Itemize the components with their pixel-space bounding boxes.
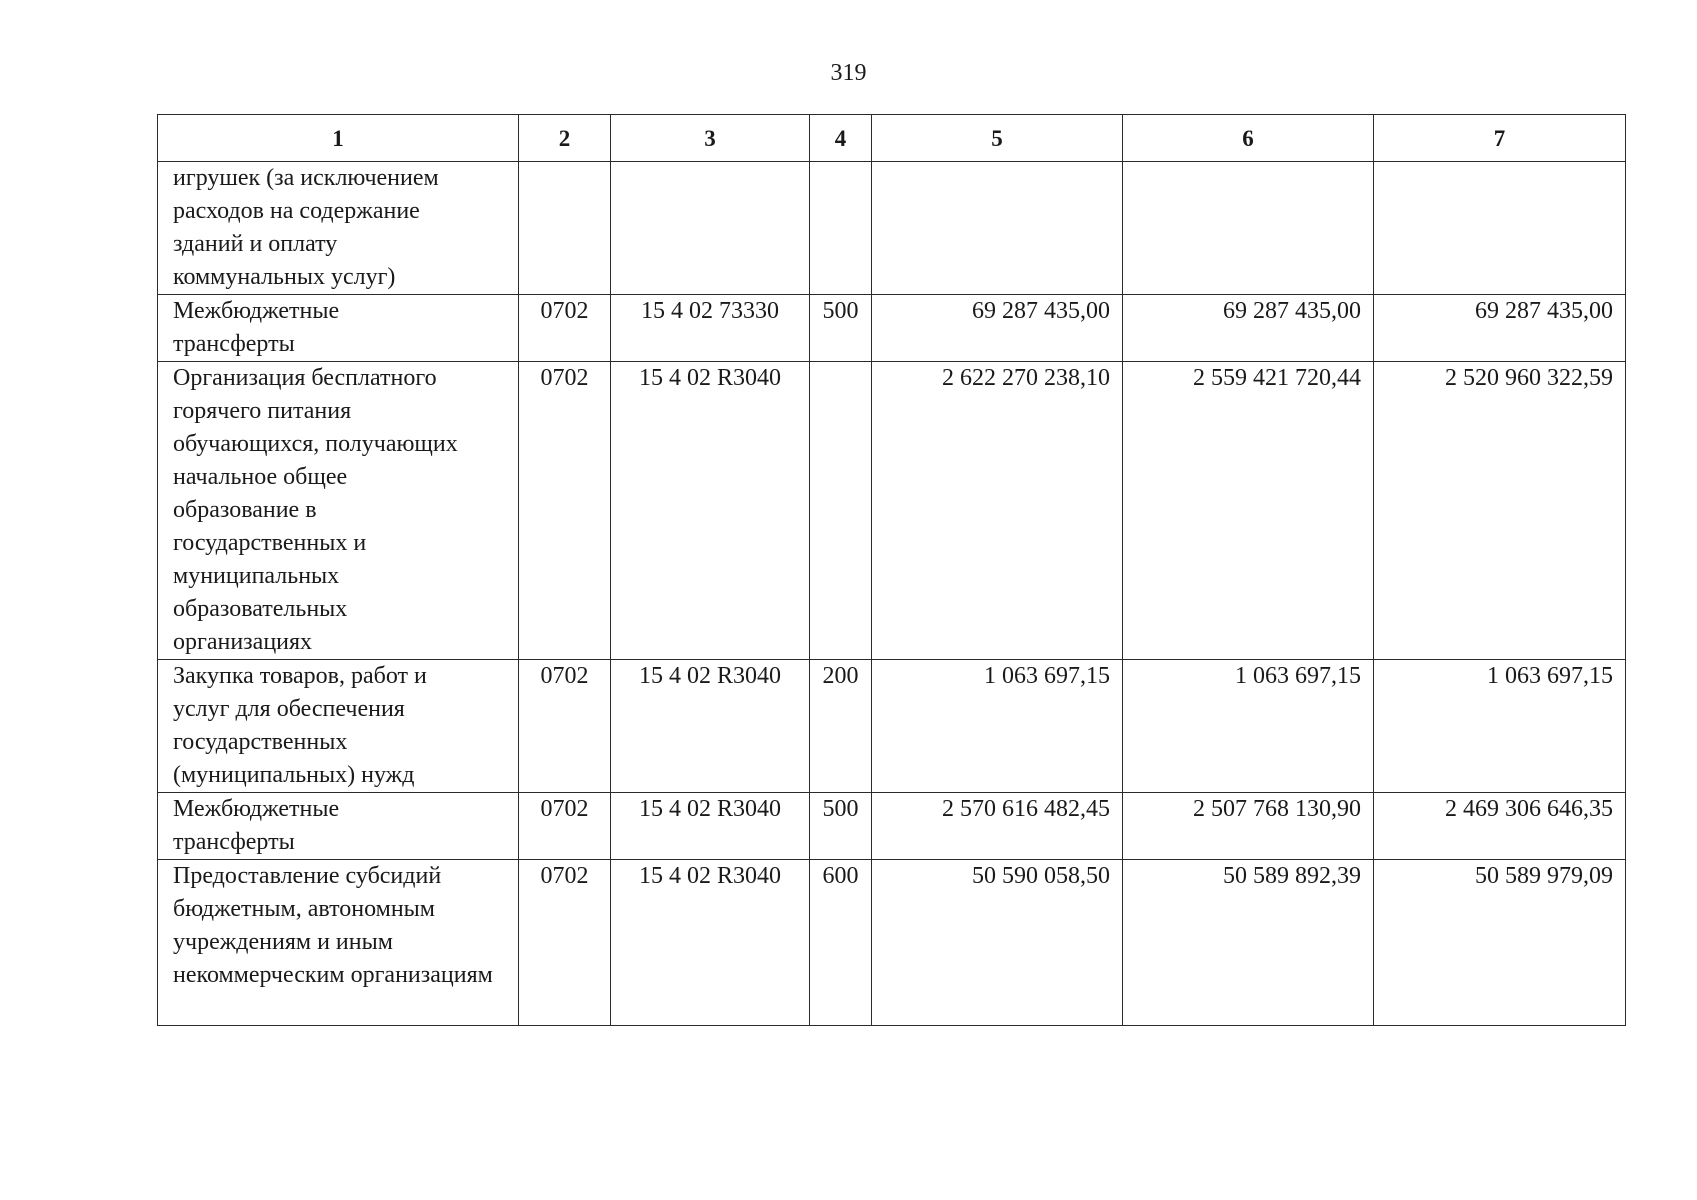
amount-col6-cell: 50 589 892,39 xyxy=(1123,860,1374,1026)
row-name-cell xyxy=(158,793,519,860)
amount-col7-cell: 69 287 435,00 xyxy=(1374,295,1626,362)
target-code-cell xyxy=(611,162,810,295)
section-code-cell: 0702 xyxy=(519,860,611,1026)
header-row xyxy=(158,115,1626,162)
section-code-cell: 0702 xyxy=(519,793,611,860)
target-code-cell: 15 4 02 R3040 xyxy=(611,362,810,660)
column-header-7: 7 xyxy=(1374,115,1626,162)
row-name-cell xyxy=(158,860,519,1026)
page-number: 319 xyxy=(830,60,867,86)
row-name-text: Межбюджетные трансферты xyxy=(173,298,340,357)
table-row xyxy=(158,860,1626,1026)
table-row xyxy=(158,295,1626,362)
amount-col7-cell: 2 469 306 646,35 xyxy=(1374,793,1626,860)
amount-col5-cell: 2 570 616 482,45 xyxy=(872,793,1123,860)
section-code-cell: 0702 xyxy=(519,295,611,362)
row-name-text: игрушек (за исключением расходов на содержание зданий и оплату коммунальных услуг) xyxy=(173,165,439,290)
amount-col5-cell: 2 622 270 238,10 xyxy=(872,362,1123,660)
row-name-text: Закупка товаров, работ и услуг для обеспечения государственных (муниципальных) нужд xyxy=(173,663,427,788)
amount-col5-cell: 1 063 697,15 xyxy=(872,660,1123,793)
section-code-cell xyxy=(519,162,611,295)
expense-type-cell: 200 xyxy=(810,660,872,793)
row-name-cell xyxy=(158,660,519,793)
expense-type-cell xyxy=(810,362,872,660)
target-code-cell: 15 4 02 R3040 xyxy=(611,860,810,1026)
amount-col7-cell xyxy=(1374,162,1626,295)
row-name-text: Межбюджетные трансферты xyxy=(173,796,340,855)
expense-type-cell: 600 xyxy=(810,860,872,1026)
amount-col6-cell: 1 063 697,15 xyxy=(1123,660,1374,793)
column-header-2: 2 xyxy=(519,115,611,162)
table-row xyxy=(158,793,1626,860)
budget-table-container xyxy=(157,114,1625,1026)
expense-type-cell: 500 xyxy=(810,793,872,860)
amount-col5-cell xyxy=(872,162,1123,295)
row-name-cell xyxy=(158,295,519,362)
section-code-cell: 0702 xyxy=(519,660,611,793)
column-header-3: 3 xyxy=(611,115,810,162)
column-header-4: 4 xyxy=(810,115,872,162)
amount-col6-cell: 2 507 768 130,90 xyxy=(1123,793,1374,860)
table-row xyxy=(158,660,1626,793)
row-name-cell xyxy=(158,162,519,295)
amount-col7-cell: 50 589 979,09 xyxy=(1374,860,1626,1026)
target-code-cell: 15 4 02 73330 xyxy=(611,295,810,362)
expense-type-cell xyxy=(810,162,872,295)
amount-col6-cell: 2 559 421 720,44 xyxy=(1123,362,1374,660)
amount-col7-cell: 2 520 960 322,59 xyxy=(1374,362,1626,660)
row-name-cell xyxy=(158,362,519,660)
table-row xyxy=(158,162,1626,295)
budget-table xyxy=(157,114,1626,1026)
expense-type-cell: 500 xyxy=(810,295,872,362)
amount-col6-cell: 69 287 435,00 xyxy=(1123,295,1374,362)
column-header-6: 6 xyxy=(1123,115,1374,162)
table-row xyxy=(158,362,1626,660)
amount-col5-cell: 50 590 058,50 xyxy=(872,860,1123,1026)
target-code-cell: 15 4 02 R3040 xyxy=(611,660,810,793)
row-name-text: Организация бесплатного горячего питания обучающихся, получающих начальное общее образование в государственных и муниципальных образовательных организациях xyxy=(173,365,458,655)
amount-col6-cell xyxy=(1123,162,1374,295)
amount-col5-cell: 69 287 435,00 xyxy=(872,295,1123,362)
section-code-cell: 0702 xyxy=(519,362,611,660)
column-header-5: 5 xyxy=(872,115,1123,162)
target-code-cell: 15 4 02 R3040 xyxy=(611,793,810,860)
column-header-1: 1 xyxy=(158,115,519,162)
amount-col7-cell: 1 063 697,15 xyxy=(1374,660,1626,793)
row-name-text: Предоставление субсидий бюджетным, автономным учреждениям и иным некоммерческим организациям xyxy=(173,863,493,988)
